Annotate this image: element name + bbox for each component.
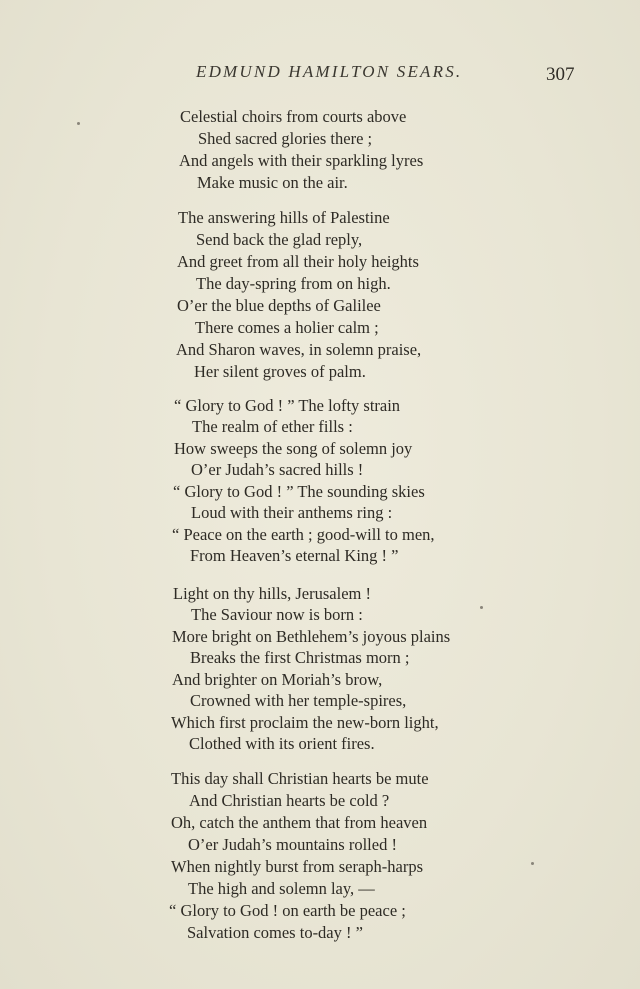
page-number: 307 bbox=[546, 64, 575, 85]
poem-line: O’er Judah’s sacred hills ! bbox=[191, 460, 364, 479]
poem-line: And greet from all their holy heights bbox=[177, 252, 419, 271]
poem-line: How sweeps the song of solemn joy bbox=[174, 439, 413, 458]
poem-line: Celestial choirs from courts above bbox=[180, 107, 407, 126]
poem-line: “ Glory to God ! ” The sounding skies bbox=[173, 482, 425, 501]
poem-line: The realm of ether fills : bbox=[192, 417, 353, 436]
poem-line: Light on thy hills, Jerusalem ! bbox=[173, 584, 371, 603]
page-header bbox=[0, 62, 640, 88]
poem-line: The answering hills of Palestine bbox=[178, 208, 390, 227]
poem-line: Oh, catch the anthem that from heaven bbox=[171, 813, 428, 832]
poem-line: O’er Judah’s mountains rolled ! bbox=[188, 835, 397, 854]
poem-line: “ Glory to God ! ” The lofty strain bbox=[174, 396, 401, 415]
poem-line: And angels with their sparkling lyres bbox=[179, 151, 424, 170]
poem-line: The Saviour now is born : bbox=[191, 605, 363, 624]
poem-line: “ Peace on the earth ; good-will to men, bbox=[172, 525, 435, 544]
poem-line: Her silent groves of palm. bbox=[194, 362, 366, 381]
running-head: EDMUND HAMILTON SEARS. bbox=[196, 62, 463, 81]
paper-speck bbox=[480, 606, 483, 609]
poem-line: More bright on Bethlehem’s joyous plains bbox=[172, 627, 451, 646]
poem-line: Crowned with her temple-spires, bbox=[190, 691, 407, 710]
poem-line: O’er the blue depths of Galilee bbox=[177, 296, 381, 315]
poem-line: Make music on the air. bbox=[197, 173, 348, 192]
poem-line: Send back the glad reply, bbox=[196, 230, 363, 249]
poem-line: “ Glory to God ! on earth be peace ; bbox=[169, 901, 406, 920]
poem-line: Loud with their anthems ring : bbox=[191, 503, 393, 522]
poem-line: And Sharon waves, in solemn praise, bbox=[176, 340, 422, 359]
poem-line: Salvation comes to-day ! ” bbox=[187, 923, 363, 942]
poem-line: Clothed with its orient fires. bbox=[189, 734, 375, 753]
poem-line: The day-spring from on high. bbox=[196, 274, 391, 293]
poem-line: The high and solemn lay, — bbox=[188, 879, 375, 898]
poem-line: Which first proclaim the new-born light, bbox=[171, 713, 439, 732]
poem-line: And Christian hearts be cold ? bbox=[189, 791, 390, 810]
poem-line: And brighter on Moriah’s brow, bbox=[172, 670, 383, 689]
poem-line: Shed sacred glories there ; bbox=[198, 129, 373, 148]
poem-line: When nightly burst from seraph-harps bbox=[171, 857, 424, 876]
paper-speck bbox=[77, 122, 80, 125]
poem-line: From Heaven’s eternal King ! ” bbox=[190, 546, 399, 565]
poem-line: Breaks the first Christmas morn ; bbox=[190, 648, 410, 667]
poem-line: There comes a holier calm ; bbox=[195, 318, 379, 337]
paper-speck bbox=[531, 862, 534, 865]
poem-line: This day shall Christian hearts be mute bbox=[171, 769, 429, 788]
